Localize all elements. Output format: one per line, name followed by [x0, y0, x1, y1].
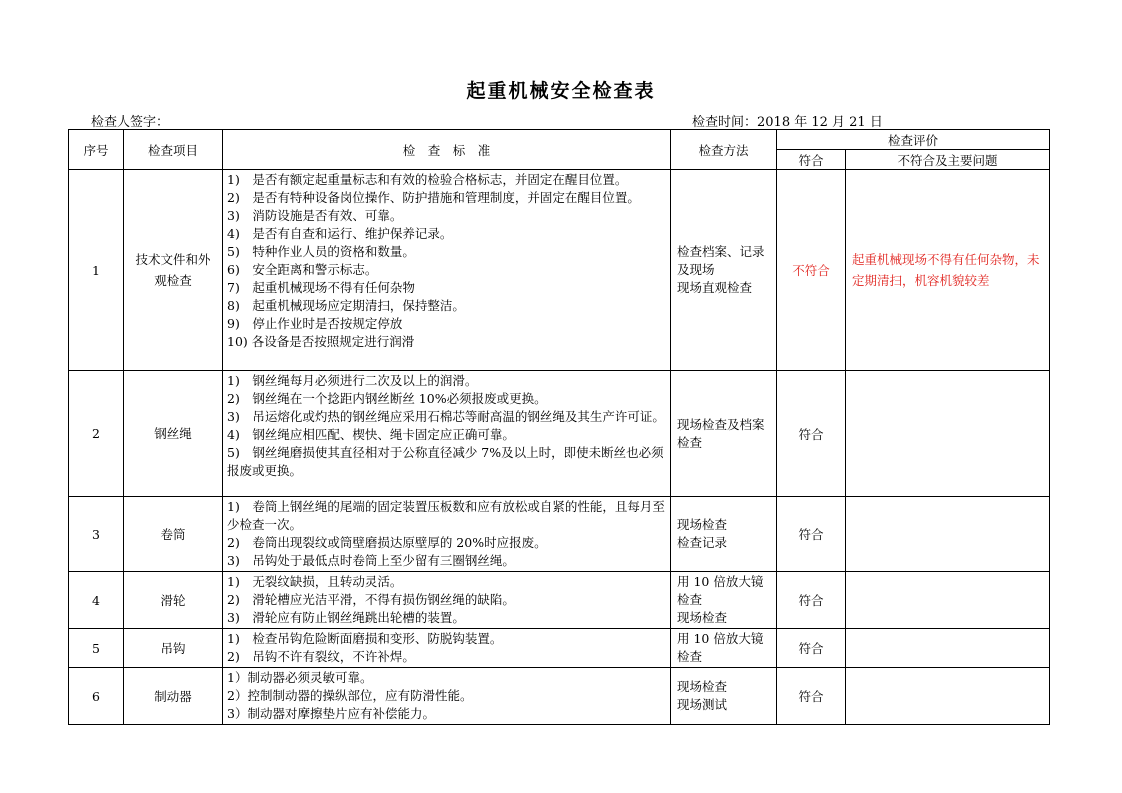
row-standards — [223, 668, 671, 725]
row-method: 检查档案、记录及现场 现场直观检查 — [671, 170, 777, 371]
row-conform: 符合 — [777, 497, 846, 572]
table-row — [69, 170, 1050, 371]
row-conform: 符合 — [777, 572, 846, 629]
row-method: 用 10 倍放大镜检查 现场检查 — [671, 572, 777, 629]
page-title: 起重机械安全检查表 — [466, 80, 656, 102]
row-item: 制动器 — [124, 668, 223, 725]
header-evaluation: 检查评价 — [777, 130, 1050, 150]
standard-item: 4) 钢丝绳应相匹配、楔快、绳卡固定应正确可靠。 — [227, 427, 515, 442]
standard-item: 6) 安全距离和警示标志。 — [227, 262, 378, 277]
standard-item: 7) 起重机械现场不得有任何杂物 — [227, 280, 415, 295]
standard-item: 1) 无裂纹缺损，且转动灵活。 — [227, 574, 403, 589]
standard-item: 1) 是否有额定起重量标志和有效的检验合格标志，并固定在醒目位置。 — [227, 172, 628, 187]
standard-item: 1) 检查吊钩危险断面磨损和变形、防脱钩装置。 — [227, 631, 503, 646]
standard-item: 2）控制制动器的操纵部位，应有防滑性能。 — [227, 688, 473, 703]
inspection-table — [68, 129, 1050, 725]
row-conform: 符合 — [777, 371, 846, 497]
row-standards — [223, 371, 671, 497]
row-item: 钢丝绳 — [124, 371, 223, 497]
row-standards — [223, 572, 671, 629]
row-no: 2 — [69, 371, 124, 497]
standard-item: 2) 钢丝绳在一个捻距内钢丝断丝 10%必须报废或更换。 — [227, 391, 547, 406]
row-method: 现场检查 现场测试 — [671, 668, 777, 725]
standard-item: 2) 是否有特种设备岗位操作、防护措施和管理制度，并固定在醒目位置。 — [227, 190, 640, 205]
header-nonconform: 不符合及主要问题 — [846, 150, 1050, 170]
standard-item: 5) 钢丝绳磨损使其直径相对于公称直径减少 7%及以上时，即使未断丝也必须报废或更换。 — [227, 445, 664, 478]
row-method: 现场检查 检查记录 — [671, 497, 777, 572]
table-row — [69, 371, 1050, 497]
row-method: 现场检查及档案检查 — [671, 371, 777, 497]
header-no: 序号 — [69, 130, 124, 170]
standard-item: 3) 滑轮应有防止钢丝绳跳出轮槽的装置。 — [227, 610, 465, 625]
standard-item: 4) 是否有自查和运行、维护保养记录。 — [227, 226, 453, 241]
standard-item: 1）制动器必须灵敏可靠。 — [227, 670, 373, 685]
row-conform: 符合 — [777, 668, 846, 725]
row-problem: 起重机械现场不得有任何杂物，未定期清扫，机容机貌较差 — [846, 170, 1050, 371]
row-problem — [846, 371, 1050, 497]
header-standard: 检 查 标 准 — [223, 130, 671, 170]
row-standards — [223, 170, 671, 371]
row-no: 3 — [69, 497, 124, 572]
standard-item: 9) 停止作业时是否按规定停放 — [227, 316, 403, 331]
inspector-signature-label: 检查人签字： — [91, 115, 170, 130]
header-item: 检查项目 — [124, 130, 223, 170]
row-standards — [223, 629, 671, 668]
table-row — [69, 668, 1050, 725]
row-no: 4 — [69, 572, 124, 629]
row-item: 技术文件和外观检查 — [124, 170, 223, 371]
row-problem — [846, 497, 1050, 572]
standard-item: 2) 吊钩不许有裂纹，不许补焊。 — [227, 649, 415, 664]
row-problem — [846, 668, 1050, 725]
row-item: 滑轮 — [124, 572, 223, 629]
header-method: 检查方法 — [671, 130, 777, 170]
row-standards — [223, 497, 671, 572]
row-problem — [846, 629, 1050, 668]
table-row — [69, 572, 1050, 629]
standard-item: 3) 吊运熔化或灼热的钢丝绳应采用石棉芯等耐高温的钢丝绳及其生产许可证。 — [227, 409, 665, 424]
standard-item: 10) 各设备是否按照规定进行润滑 — [227, 334, 415, 349]
table-row — [69, 629, 1050, 668]
row-problem — [846, 572, 1050, 629]
standard-item: 3）制动器对摩擦垫片应有补偿能力。 — [227, 706, 435, 721]
row-no: 6 — [69, 668, 124, 725]
standard-item: 2) 卷筒出现裂纹或筒壁磨损达原壁厚的 20%时应报废。 — [227, 535, 547, 550]
row-item: 卷筒 — [124, 497, 223, 572]
row-method: 用 10 倍放大镜检查 — [671, 629, 777, 668]
standard-item: 1) 钢丝绳每月必须进行二次及以上的润滑。 — [227, 373, 478, 388]
row-conform: 符合 — [777, 629, 846, 668]
row-no: 1 — [69, 170, 124, 371]
standard-item: 5) 特种作业人员的资格和数量。 — [227, 244, 415, 259]
row-conform: 不符合 — [777, 170, 846, 371]
standard-item: 8) 起重机械现场应定期清扫，保持整洁。 — [227, 298, 465, 313]
header-conform: 符合 — [777, 150, 846, 170]
standard-item: 3) 吊钩处于最低点时卷筒上至少留有三圈钢丝绳。 — [227, 553, 515, 568]
row-no: 5 — [69, 629, 124, 668]
standard-item: 2) 滑轮槽应光洁平滑，不得有损伤钢丝绳的缺陷。 — [227, 592, 515, 607]
standard-item: 1) 卷筒上钢丝绳的尾端的固定装置压板数和应有放松或自紧的性能，且每月至少检查一次。 — [227, 499, 665, 532]
row-item: 吊钩 — [124, 629, 223, 668]
inspection-time-label: 检查时间：2018 年 12 月 21 日 — [692, 115, 883, 130]
standard-item: 3) 消防设施是否有效、可靠。 — [227, 208, 403, 223]
table-row — [69, 497, 1050, 572]
